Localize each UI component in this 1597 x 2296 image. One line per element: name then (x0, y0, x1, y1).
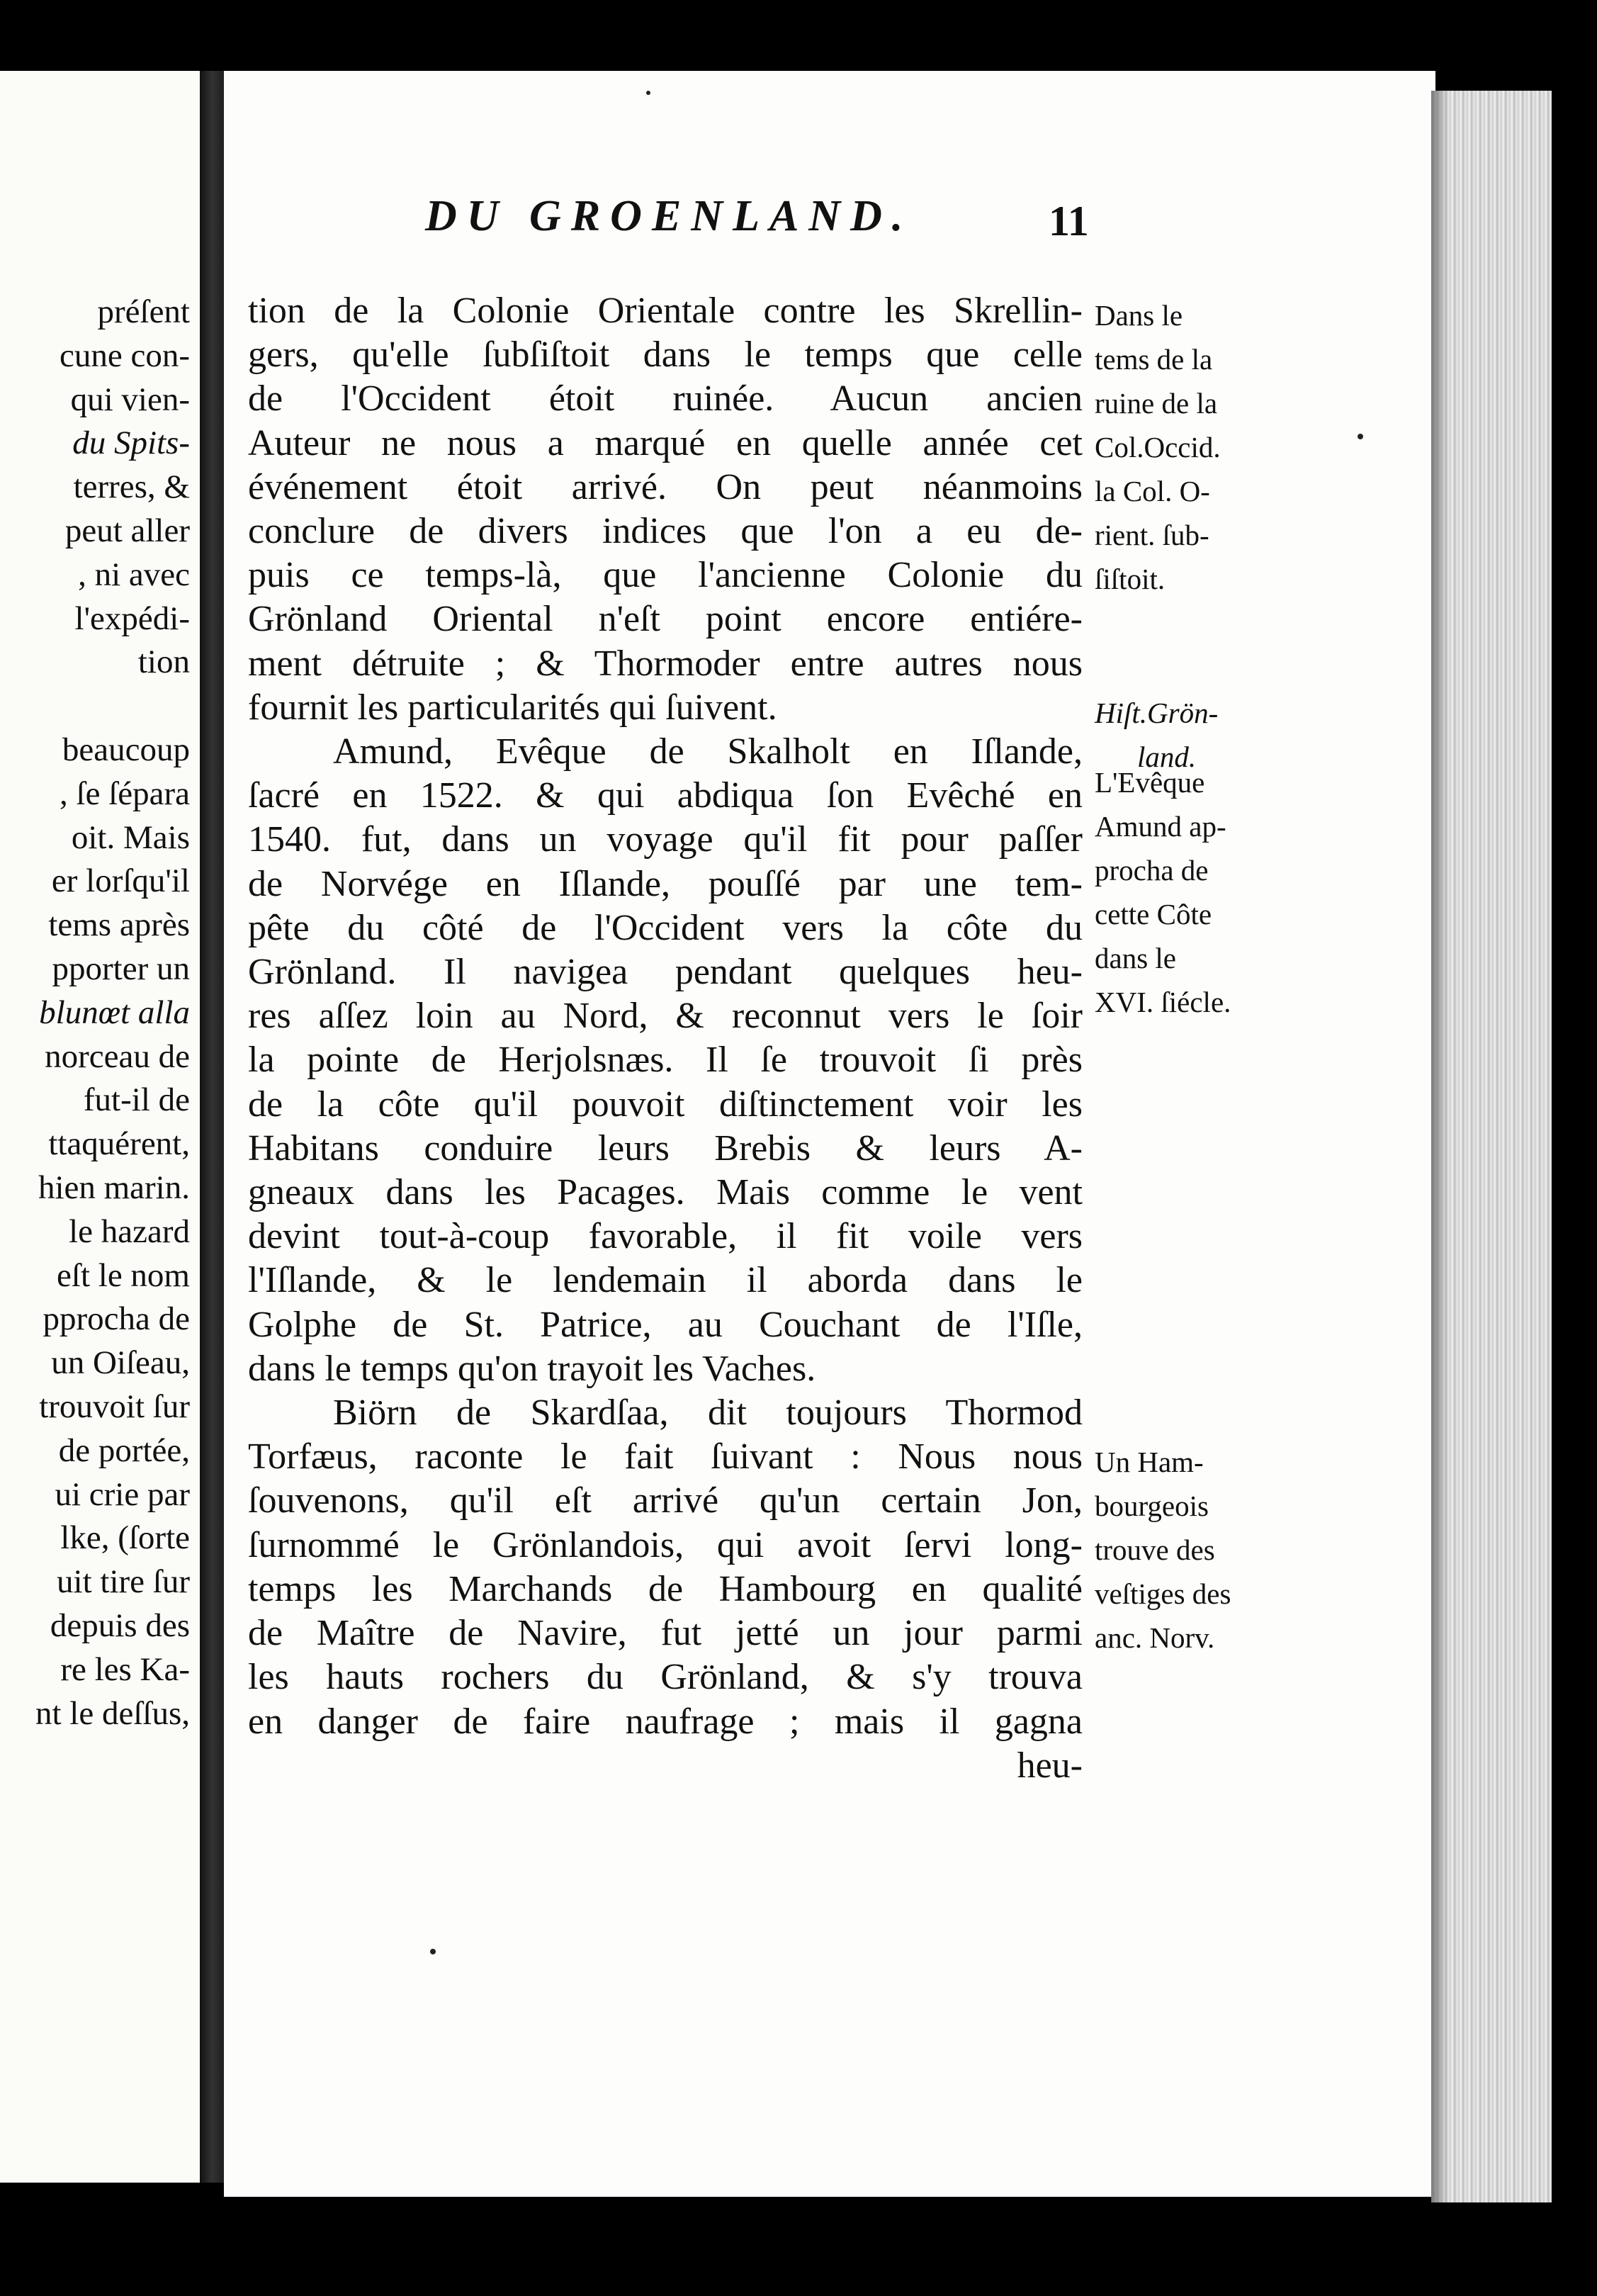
text-line: ſurnommé le Grönlandois, qui avoit ſervi long- (248, 1524, 1083, 1565)
margin-note-line: dans le (1095, 942, 1176, 974)
margin-note-line: L'Evêque (1095, 766, 1205, 799)
left-line: re les Ka- (60, 1650, 190, 1688)
text-line: 1540. fut, dans un voyage qu'il fit pour paſſer (248, 819, 1083, 860)
text-line: en danger de faire naufrage ; mais il gagna (248, 1701, 1083, 1742)
text-line: Auteur ne nous a marqué en quelle année cet (248, 422, 1083, 463)
margin-note-line: trouve des (1095, 1534, 1215, 1566)
margin-note-line: XVI. ſiécle. (1095, 986, 1231, 1018)
margin-note-line: ruine de la (1095, 387, 1218, 420)
margin-note-line: tems de la (1095, 343, 1213, 376)
text-line: devint tout-à-coup favorable, il fit voile vers (248, 1216, 1083, 1257)
running-head: DU GROENLAND. (425, 192, 913, 240)
left-line: ui crie par (55, 1475, 190, 1513)
text-line: de Maître de Navire, fut jetté un jour parmi (248, 1613, 1083, 1654)
left-line (0, 685, 190, 728)
left-line: de portée, (58, 1431, 190, 1469)
margin-note-line: veſtiges des (1095, 1577, 1231, 1610)
left-line: depuis des (50, 1606, 190, 1644)
margin-note-line: anc. Norv. (1095, 1621, 1215, 1654)
text-line: Grönland Oriental n'eſt point encore entiére- (248, 599, 1083, 640)
left-line: blunœt alla (39, 994, 190, 1031)
text-line: de la côte qu'il pouvoit diſtinctement voir les (248, 1084, 1083, 1125)
left-line: pprocha de (43, 1300, 190, 1338)
text-line: conclure de divers indices que l'on a eu de- (248, 511, 1083, 552)
left-line: er lorſqu'il (51, 862, 190, 900)
text-line: les hauts rochers du Grönland, & s'y trouva (248, 1657, 1083, 1698)
text-line: ſouvenons, qu'il eſt arrivé qu'un certain Jon, (248, 1480, 1083, 1521)
left-line: terres, & (73, 468, 190, 506)
ink-speck (1358, 434, 1363, 439)
text-line: res aſſez loin au Nord, & reconnut vers le ſoir (248, 996, 1083, 1037)
margin-note-line: la Col. O- (1095, 475, 1210, 507)
left-line: l'expédi- (74, 600, 190, 637)
ink-speck (646, 91, 650, 95)
left-line: oit. Mais (71, 818, 190, 856)
text-line: la pointe de Herjolsnæs. Il ſe trouvoit ſi près (248, 1040, 1083, 1081)
margin-note-line: Hiſt.Grön- (1095, 697, 1219, 729)
page-number: 11 (1049, 198, 1089, 244)
margin-note-line: procha de (1095, 854, 1209, 887)
left-line: nt le deſſus, (35, 1694, 190, 1732)
left-line: le hazard (69, 1212, 190, 1250)
left-line: tion (137, 643, 190, 681)
body-text (248, 289, 1083, 1788)
text-line: gers, qu'elle ſubſiſtoit dans le temps que celle (248, 334, 1083, 376)
left-line: hien marin. (38, 1169, 190, 1206)
text-line: de Norvége en Iſlande, pouſſé par une tem- (248, 863, 1083, 904)
page-edges (1431, 91, 1552, 2202)
left-line: tems après (48, 906, 190, 944)
left-line: du Spits- (72, 424, 190, 462)
text-line: ment détruite ; & Thormoder entre autres nous (248, 643, 1083, 684)
text-line: Golphe de St. Patrice, au Couchant de l'Iſle, (248, 1304, 1083, 1345)
left-line: eſt le nom (57, 1256, 190, 1294)
text-line: ſacré en 1522. & qui abdiqua ſon Evêché en (248, 775, 1083, 816)
text-line: Grönland. Il navigea pendant quelques heu- (248, 952, 1083, 993)
text-line: pête du côté de l'Occident vers la côte du (248, 907, 1083, 948)
left-line: uit tire ſur (57, 1563, 190, 1601)
left-line: ttaquérent, (48, 1125, 190, 1163)
ink-speck (430, 1949, 436, 1954)
left-page (0, 71, 200, 2183)
text-line: fournit les particularités qui ſuivent. (248, 687, 777, 728)
margin-note-line: cette Côte (1095, 898, 1212, 930)
margin-note-line: rient. ſub- (1095, 519, 1209, 551)
left-line: préſent (97, 293, 190, 330)
left-line: trouvoit ſur (39, 1388, 190, 1425)
left-line: un Oiſeau, (51, 1344, 190, 1382)
margin-note-line: Col.Occid. (1095, 431, 1221, 463)
left-page-text (0, 291, 190, 1735)
left-line: norceau de (45, 1037, 190, 1075)
text-line: puis ce temps-là, que l'ancienne Colonie du (248, 555, 1083, 596)
left-line: peut aller (64, 512, 190, 549)
margin-note-line: Amund ap- (1095, 810, 1226, 843)
text-line: de l'Occident étoit ruinée. Aucun ancien (248, 378, 1083, 420)
text-line: gneaux dans les Pacages. Mais comme le vent (248, 1172, 1083, 1213)
text-line: Amund, Evêque de Skalholt en Iſlande, (333, 731, 1083, 772)
catchword: heu- (1017, 1745, 1083, 1786)
margin-note-line: land. (1137, 741, 1197, 773)
text-line: temps les Marchands de Hambourg en qualité (248, 1568, 1083, 1609)
left-line: pporter un (52, 950, 190, 987)
left-line: beaucoup (62, 731, 190, 768)
margin-note-line: bourgeois (1095, 1490, 1209, 1522)
left-line: lke, (ſorte (60, 1519, 190, 1557)
text-line: dans le temps qu'on trayoit les Vaches. (248, 1348, 816, 1389)
margin-note (1095, 760, 1272, 1024)
margin-note-line: Un Ham- (1095, 1446, 1204, 1478)
margin-note-line: Dans le (1095, 299, 1183, 332)
left-line: , ni avec (78, 556, 190, 593)
left-line: , ſe ſépara (60, 775, 190, 812)
margin-note (1095, 1440, 1272, 1660)
left-line: qui vien- (70, 381, 190, 418)
text-line: tion de la Colonie Orientale contre les Skrellin- (248, 291, 1083, 331)
text-line: Habitans conduire leurs Brebis & leurs A- (248, 1127, 1083, 1169)
text-line: l'Iſlande, & le lendemain il aborda dans le (248, 1260, 1083, 1301)
text-line: événement étoit arrivé. On peut néanmoins (248, 466, 1083, 507)
left-line: fut-il de (83, 1081, 190, 1119)
book-gutter (200, 71, 227, 2183)
margin-note-line: ſiſtoit. (1095, 563, 1166, 595)
margin-note (1095, 293, 1272, 601)
left-line: cune con- (60, 337, 190, 374)
text-line: Biörn de Skardſaa, dit toujours Thormod (333, 1392, 1083, 1434)
page-edge-shadow (1431, 91, 1448, 2202)
text-line: Torfæus, raconte le fait ſuivant : Nous nous (248, 1436, 1083, 1478)
